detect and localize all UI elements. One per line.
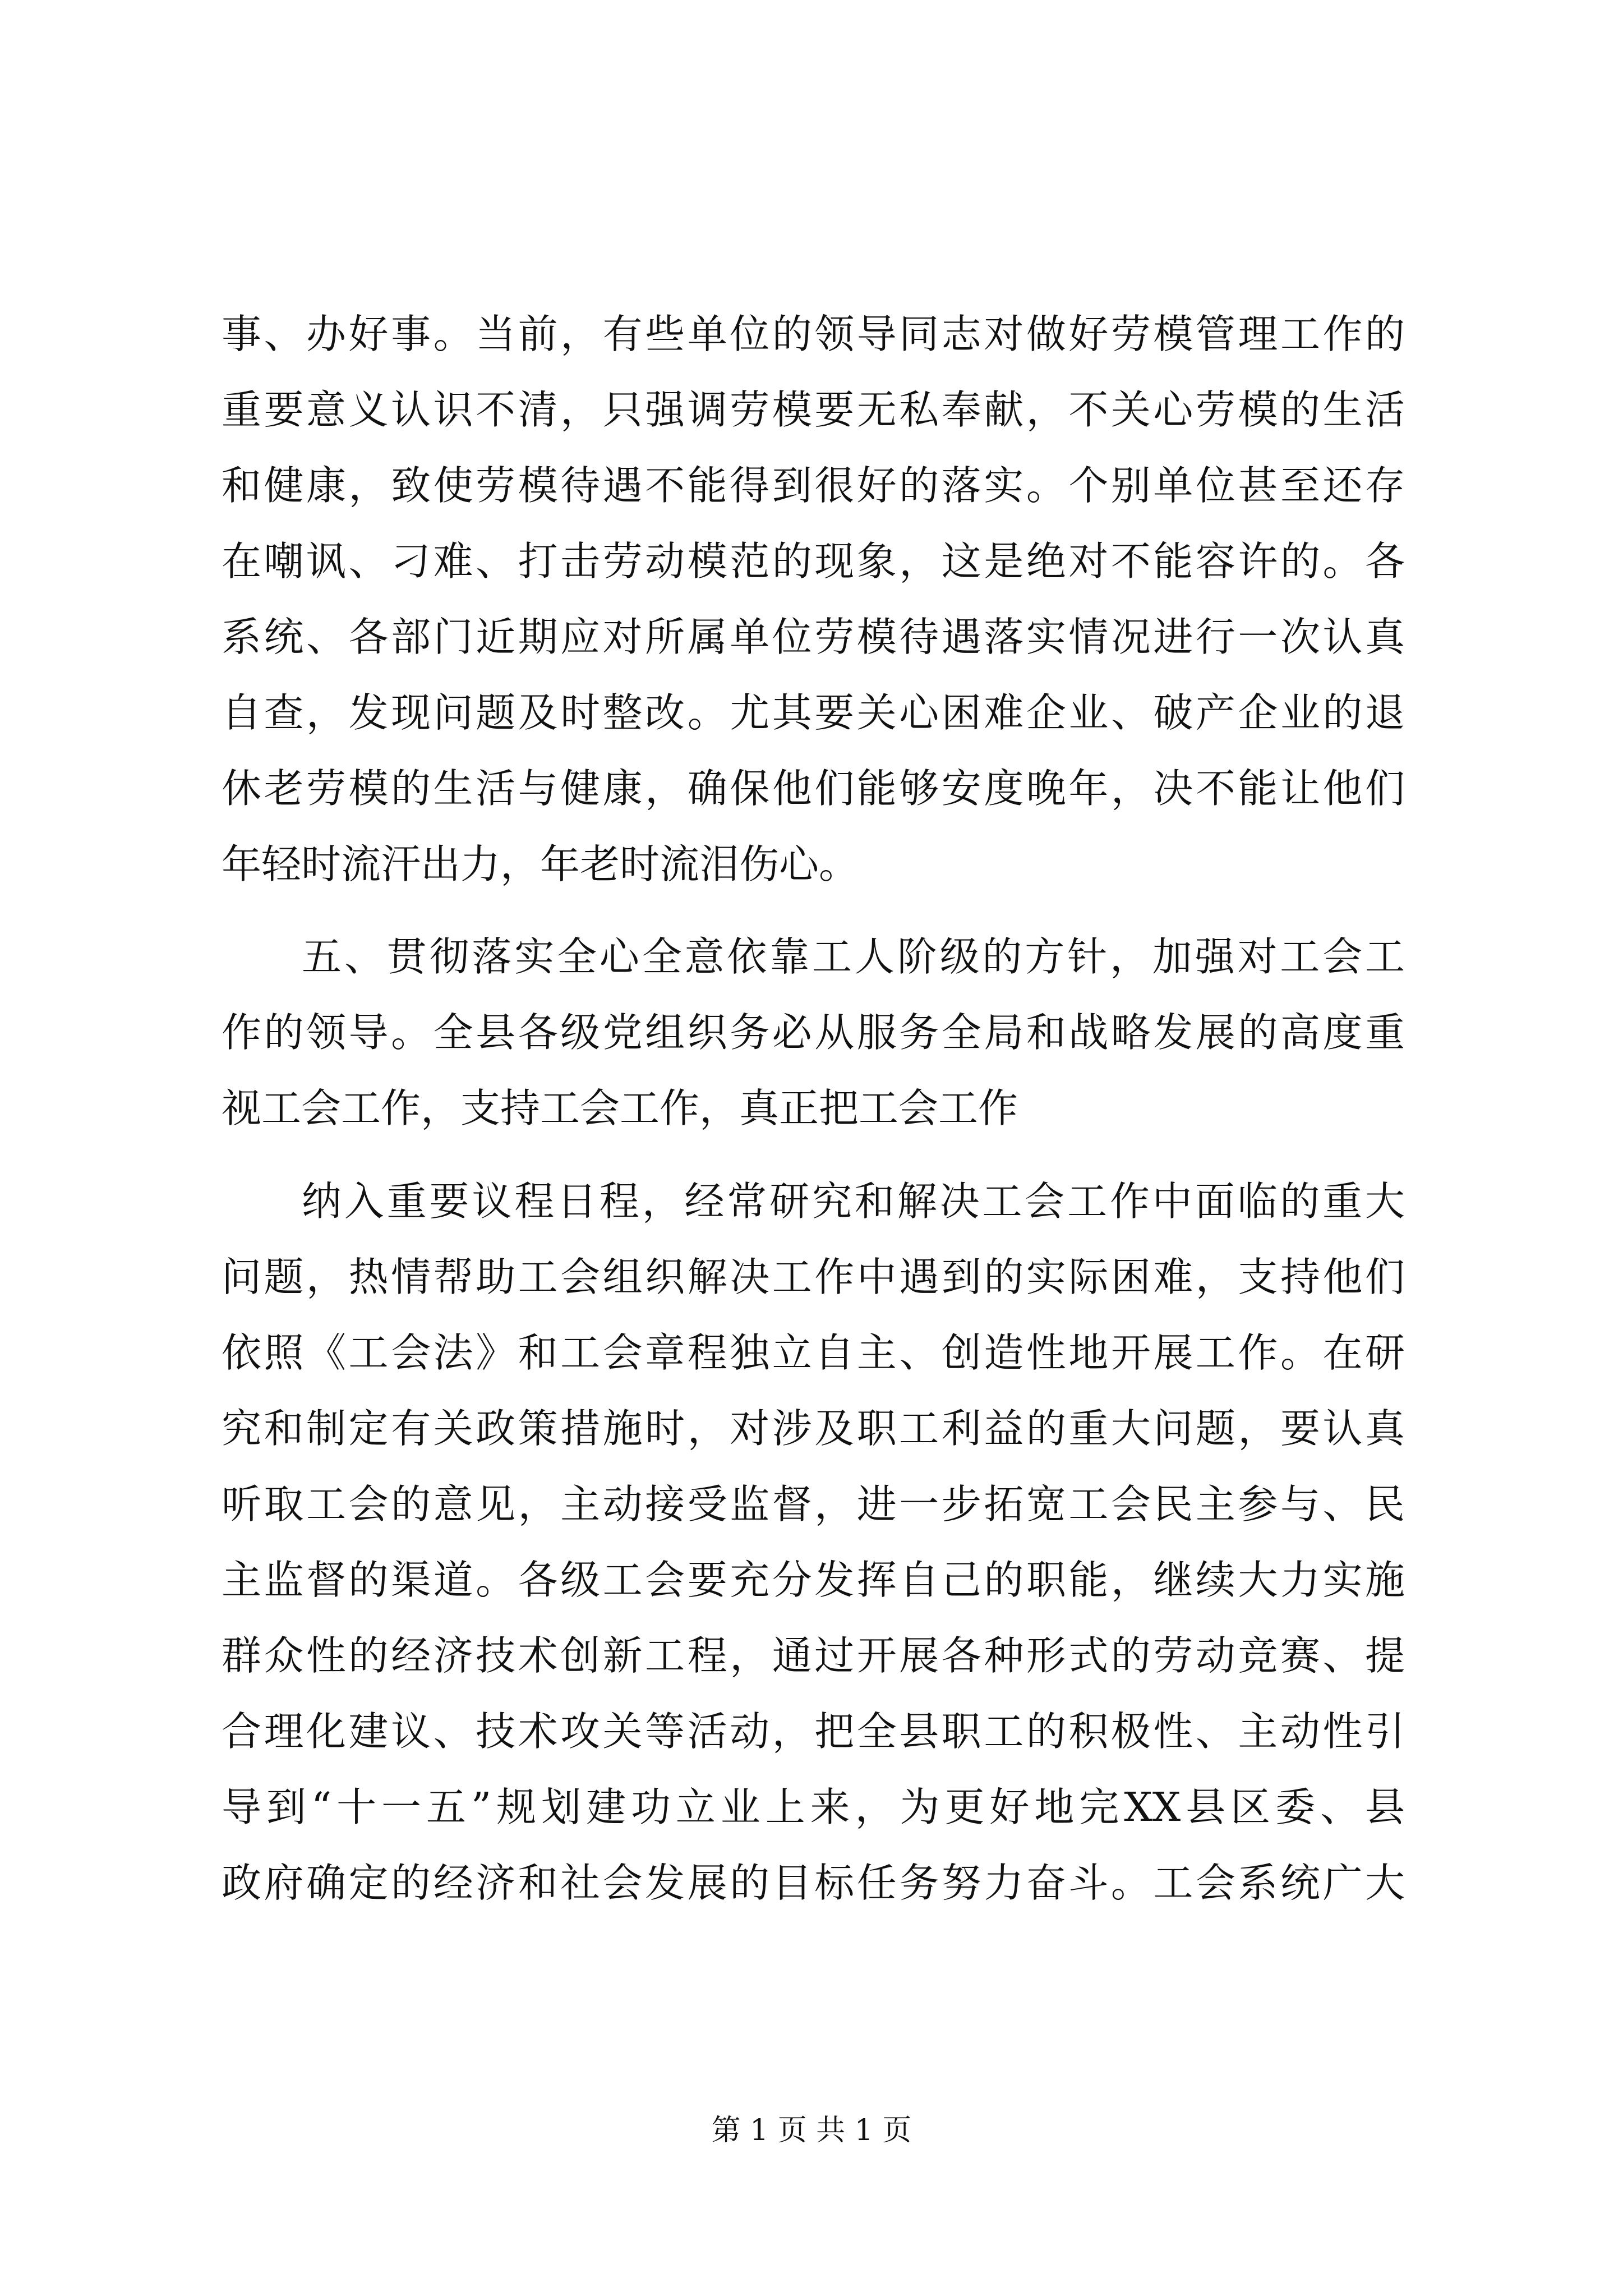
body-text-line: 政府确定的经济和社会发展的目标任务努力奋斗。工会系统广大: [222, 1860, 1405, 1906]
body-text-line: 重要意义认识不清，只强调劳模要无私奉献，不关心劳模的生活: [222, 386, 1405, 433]
body-text-line: 群众性的经济技术创新工程，通过开展各种形式的劳动竞赛、提: [222, 1632, 1405, 1679]
body-text-line: 和健康，致使劳模待遇不能得到很好的落实。个别单位甚至还存: [222, 462, 1405, 509]
body-text-line: 自查，发现问题及时整改。尤其要关心困难企业、破产企业的退: [222, 689, 1405, 736]
body-text-line: 究和制定有关政策措施时，对涉及职工利益的重大问题，要认真: [222, 1405, 1405, 1452]
body-text-line: 年轻时流汗出力，年老时流泪伤心。: [222, 841, 859, 887]
page-number-footer: 第 1 页 共 1 页: [711, 2114, 912, 2147]
body-text-line: 主监督的渠道。各级工会要充分发挥自己的职能，继续大力实施: [222, 1557, 1405, 1603]
body-text-line: 问题，热情帮助工会组织解决工作中遇到的实际困难，支持他们: [222, 1254, 1405, 1300]
body-text-line: 导到“十一五”规划建功立业上来，为更好地完XX县区委、县: [222, 1784, 1405, 1830]
body-text-line: 在嘲讽、刁难、打击劳动模范的现象，这是绝对不能容许的。各: [222, 538, 1405, 585]
paragraph-first-line: 纳入重要议程日程，经常研究和解决工会工作中面临的重大: [302, 1178, 1405, 1225]
body-text-line: 听取工会的意见，主动接受监督，进一步拓宽工会民主参与、民: [222, 1481, 1405, 1527]
body-text-line: 系统、各部门近期应对所属单位劳模待遇落实情况进行一次认真: [222, 614, 1405, 660]
body-text-line: 作的领导。全县各级党组织务必从服务全局和战略发展的高度重: [222, 1009, 1405, 1056]
body-text-line: 事、办好事。当前，有些单位的领导同志对做好劳模管理工作的: [222, 311, 1405, 357]
body-text-line: 休老劳模的生活与健康，确保他们能够安度晚年，决不能让他们: [222, 765, 1405, 812]
body-text-line: 视工会工作，支持工会工作，真正把工会工作: [222, 1085, 1018, 1131]
body-text-line: 合理化建议、技术攻关等活动，把全县职工的积极性、主动性引: [222, 1708, 1405, 1755]
body-text-line: 依照《工会法》和工会章程独立自主、创造性地开展工作。在研: [222, 1329, 1405, 1376]
section-heading-line: 五、贯彻落实全心全意依靠工人阶级的方针，加强对工会工: [302, 933, 1405, 980]
